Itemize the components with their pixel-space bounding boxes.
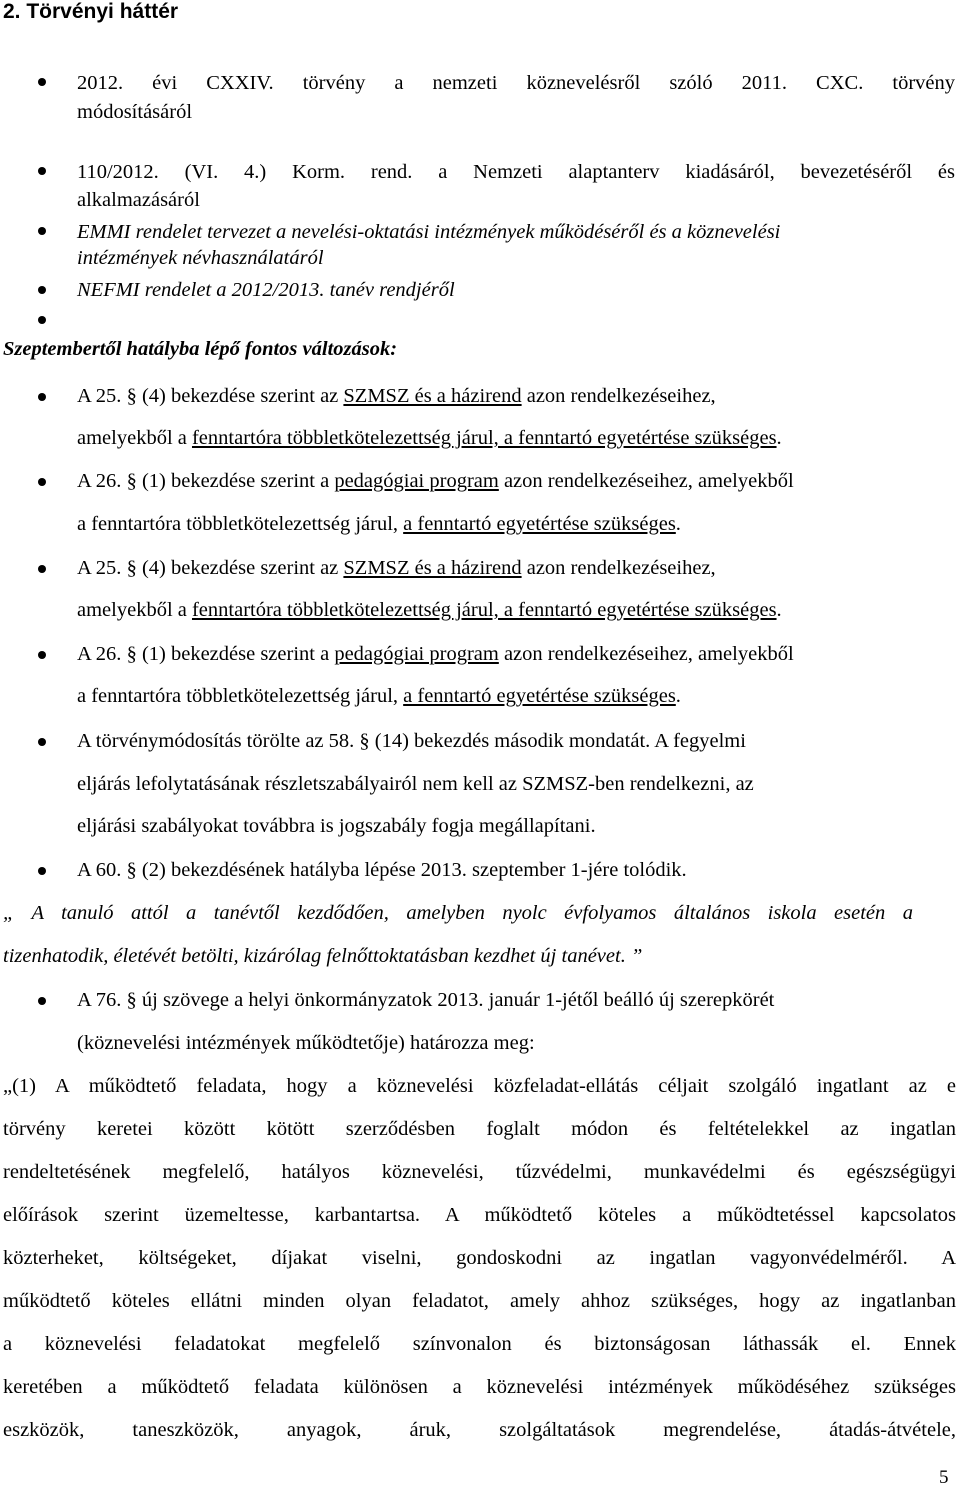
law-item-2-line-1: 110/2012. (VI. 4.) Korm. rend. a Nemzeti alaptanterv kiadásáról, bevezetéséről és <box>77 161 955 183</box>
change-1-line-1: A 25. § (4) bekezdése szerint az SZMSZ és a házirend azon rendelkezéseihez, <box>77 385 716 407</box>
bullet-icon <box>38 651 46 659</box>
change-1-line-2: amelyekből a fenntartóra többletkötelezettség járul, a fenntartó egyetértése szükséges. <box>77 427 782 449</box>
paragraph-line-4: előírások szerint üzemeltesse, karbantartsa. A működtető köteles a működtetéssel kapcsolatos <box>3 1204 956 1226</box>
change-3-line-2: amelyekből a fenntartóra többletkötelezettség járul, a fenntartó egyetértése szükséges. <box>77 599 782 621</box>
paragraph-line-1: „(1) A működtető feladata, hogy a köznevelési közfeladat-ellátás céljait szolgáló ingatlant az e <box>3 1075 956 1097</box>
section-heading: 2. Törvényi háttér <box>3 0 179 23</box>
paragraph-line-8: keretében a működtető feladata különösen a köznevelési intézmények működéséhez szükséges <box>3 1376 956 1398</box>
paragraph-line-3: rendeltetésének megfelelő, hatályos köznevelési, tűzvédelmi, munkavédelmi és egészségügyi <box>3 1161 956 1183</box>
quote-line-1: „ A tanuló attól a tanévtől kezdődően, amelyben nyolc évfolyamos általános iskola esetén a <box>3 902 913 924</box>
change-2-line-1: A 26. § (1) bekezdése szerint a pedagógiai program azon rendelkezéseihez, amelyekből <box>77 470 794 492</box>
effective-line: A 60. § (2) bekezdésének hatályba lépése 2013. szeptember 1-jére tolódik. <box>77 859 687 881</box>
law-item-3-line-2: intézmények névhasználatáról <box>77 247 324 269</box>
new-text-line-1: A 76. § új szövege a helyi önkormányzatok 2013. január 1-jétől beálló új szerepkörét <box>77 989 775 1011</box>
paragraph-line-7: a köznevelési feladatokat megfelelő színvonalon és biztonságosan láthassák el. Ennek <box>3 1333 956 1355</box>
deleted-line-3: eljárási szabályokat továbbra is jogszabály fogja megállapítani. <box>77 815 596 837</box>
change-4-line-1: A 26. § (1) bekezdése szerint a pedagógiai program azon rendelkezéseihez, amelyekből <box>77 643 794 665</box>
quote-line-2: tizenhatodik, életévét betölti, kizárólag felnőttoktatásban kezdhet új tanévet. ” <box>3 945 643 967</box>
paragraph-line-9: eszközök, taneszközök, anyagok, áruk, szolgáltatások megrendelése, átadás-átvétele, <box>3 1419 956 1441</box>
deleted-line-2: eljárás lefolytatásának részletszabályairól nem kell az SZMSZ-ben rendelkezni, az <box>77 773 754 795</box>
changes-title: Szeptembertől hatályba lépő fontos változások: <box>3 338 398 360</box>
change-3-line-1: A 25. § (4) bekezdése szerint az SZMSZ és a házirend azon rendelkezéseihez, <box>77 557 716 579</box>
bullet-icon <box>38 565 46 573</box>
bullet-icon <box>38 997 46 1005</box>
law-item-1-line-1: 2012. évi CXXIV. törvény a nemzeti köznevelésről szóló 2011. CXC. törvény <box>77 72 955 94</box>
paragraph-line-6: működtető köteles ellátni minden olyan feladatot, amely ahhoz szükséges, hogy az ingatlanban <box>3 1290 956 1312</box>
bullet-icon <box>38 78 46 86</box>
law-item-4: NEFMI rendelet a 2012/2013. tanév rendjéről <box>77 279 455 301</box>
bullet-icon <box>38 478 46 486</box>
bullet-icon <box>38 167 46 175</box>
law-item-2-line-2: alkalmazásáról <box>77 189 200 211</box>
change-4-line-2: a fenntartóra többletkötelezettség járul, a fenntartó egyetértése szükséges. <box>77 685 681 707</box>
bullet-icon <box>38 316 46 324</box>
page-number: 5 <box>939 1467 949 1488</box>
bullet-icon <box>38 286 46 294</box>
new-text-line-2: (köznevelési intézmények működtetője) határozza meg: <box>77 1032 535 1054</box>
law-item-1-line-2: módosításáról <box>77 101 193 123</box>
bullet-icon <box>38 867 46 875</box>
bullet-icon <box>38 227 46 235</box>
bullet-icon <box>38 738 46 746</box>
deleted-line-1: A törvénymódosítás törölte az 58. § (14) bekezdés második mondatát. A fegyelmi <box>77 730 746 752</box>
paragraph-line-5: közterheket, költségeket, díjakat viselni, gondoskodni az ingatlan vagyonvédelméről. A <box>3 1247 956 1269</box>
change-2-line-2: a fenntartóra többletkötelezettség járul, a fenntartó egyetértése szükséges. <box>77 513 681 535</box>
paragraph-line-2: törvény keretei között kötött szerződésben foglalt módon és feltételekkel az ingatlan <box>3 1118 956 1140</box>
bullet-icon <box>38 393 46 401</box>
law-item-3-line-1: EMMI rendelet tervezet a nevelési-oktatási intézmények működéséről és a köznevelési <box>77 221 781 243</box>
